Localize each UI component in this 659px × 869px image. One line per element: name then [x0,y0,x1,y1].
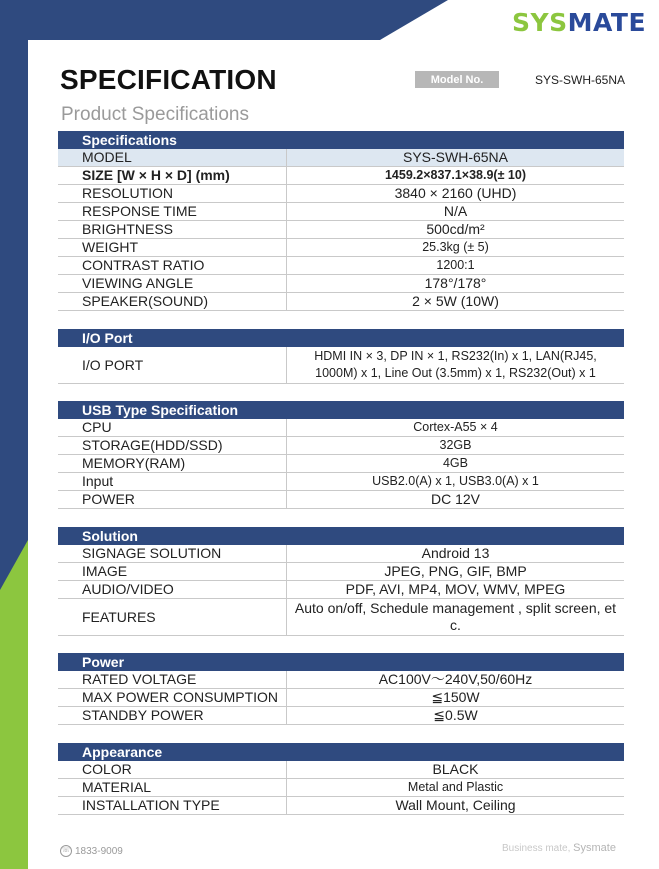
table-row [58,293,624,311]
table-row [58,419,624,437]
row-label: BRIGHTNESS [58,221,287,239]
section-header: USB Type Specification [58,401,624,419]
table-row [58,545,624,563]
row-label: MAX POWER CONSUMPTION [58,689,287,707]
table-row [58,221,624,239]
table-row [58,707,624,725]
row-value: 1459.2×837.1×38.9(± 10) [287,167,625,185]
tagline-brand: Sysmate [573,842,616,854]
section-io-port [58,329,624,384]
row-label: I/O PORT [58,347,287,384]
value-line: HDMI IN × 3, DP IN × 1, RS232(In) x 1, LAN(RJ45, [314,349,597,363]
row-label: CPU [58,419,287,437]
row-value: 1200:1 [287,257,625,275]
table-row [58,581,624,599]
table-row [58,671,624,689]
row-value: USB2.0(A) x 1, USB3.0(A) x 1 [287,473,625,491]
table-row [58,167,624,185]
power-table [58,671,624,725]
table-row [58,437,624,455]
row-label: STORAGE(HDD/SSD) [58,437,287,455]
table-row [58,563,624,581]
row-value: PDF, AVI, MP4, MOV, WMV, MPEG [287,581,625,599]
appearance-table [58,761,624,815]
section-header: Solution [58,527,624,545]
model-no-value: SYS-SWH-65NA [535,73,626,87]
row-label: POWER [58,491,287,509]
row-label: CONTRAST RATIO [58,257,287,275]
row-label: IMAGE [58,563,287,581]
table-row [58,779,624,797]
row-value: 178°/178° [287,275,625,293]
section-header: Appearance [58,743,624,761]
left-green-accent [0,540,28,869]
section-usb-type [58,401,624,509]
row-label: MEMORY(RAM) [58,455,287,473]
row-value: Cortex-A55 × 4 [287,419,625,437]
row-value: N/A [287,203,625,221]
row-label: VIEWING ANGLE [58,275,287,293]
section-header: Power [58,653,624,671]
section-appearance [58,743,624,815]
row-value: 25.3kg (± 5) [287,239,625,257]
row-value: ≦0.5W [287,707,625,725]
row-value: 2 × 5W (10W) [287,293,625,311]
row-value [287,347,625,384]
table-row [58,599,624,636]
row-label: MATERIAL [58,779,287,797]
row-value: SYS-SWH-65NA [287,149,625,167]
row-label: SIGNAGE SOLUTION [58,545,287,563]
table-row [58,761,624,779]
table-row [58,275,624,293]
section-specifications [58,131,624,311]
row-value: AC100V～240V,50/60Hz [287,671,625,689]
table-row [58,455,624,473]
row-value: Wall Mount, Ceiling [287,797,625,815]
row-value: 32GB [287,437,625,455]
usb-table [58,419,624,509]
row-label: MODEL [58,149,287,167]
table-row [58,203,624,221]
table-row [58,473,624,491]
table-row [58,347,624,384]
row-label: WEIGHT [58,239,287,257]
row-label: AUDIO/VIDEO [58,581,287,599]
row-value [287,599,625,636]
solution-table [58,545,624,636]
row-value: 500cd/m² [287,221,625,239]
phone-number: 1833-9009 [75,845,123,857]
row-label: Input [58,473,287,491]
page-title: SPECIFICATION [60,64,277,95]
row-value: 4GB [287,455,625,473]
row-label: COLOR [58,761,287,779]
row-label: FEATURES [58,599,287,636]
page-subtitle: Product Specifications [61,104,249,125]
spec-table [58,149,624,311]
section-power [58,653,624,725]
table-row [58,149,624,167]
table-row [58,797,624,815]
value-line: 1000M) x 1, Line Out (3.5mm) x 1, RS232(Out) x 1 [315,366,596,380]
row-label: RATED VOLTAGE [58,671,287,689]
row-value: Android 13 [287,545,625,563]
row-label: SIZE [W × H × D] (mm) [58,167,287,185]
table-row [58,689,624,707]
table-row [58,491,624,509]
table-row [58,257,624,275]
row-value: DC 12V [287,491,625,509]
section-header: I/O Port [58,329,624,347]
top-blue-band [0,0,448,40]
phone-icon: ☏ [60,845,72,857]
table-row [58,185,624,203]
footer-phone [60,845,123,857]
tagline-text: Business mate, [502,843,571,854]
value-line: c. [450,617,461,633]
row-label: INSTALLATION TYPE [58,797,287,815]
row-value: ≦150W [287,689,625,707]
sysmate-logo: SYSMATE [512,8,647,37]
table-row [58,239,624,257]
section-solution [58,527,624,636]
row-label: STANDBY POWER [58,707,287,725]
model-no-badge: Model No. [415,71,499,88]
footer-tagline [502,842,616,854]
section-header: Specifications [58,131,624,149]
row-value: Metal and Plastic [287,779,625,797]
value-line: Auto on/off, Schedule management , split screen, et [294,600,617,616]
row-label: RESOLUTION [58,185,287,203]
row-label: SPEAKER(SOUND) [58,293,287,311]
row-value: 3840 × 2160 (UHD) [287,185,625,203]
io-table [58,347,624,384]
row-value: BLACK [287,761,625,779]
row-value: JPEG, PNG, GIF, BMP [287,563,625,581]
row-label: RESPONSE TIME [58,203,287,221]
